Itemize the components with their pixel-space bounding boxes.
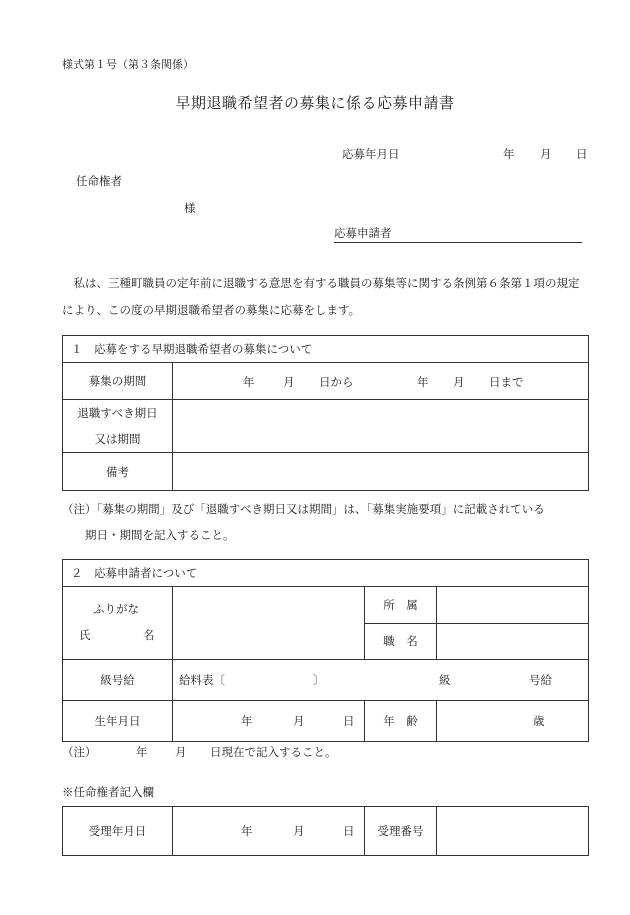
period-to-year: 年 (417, 375, 429, 389)
period-from-month: 月 (283, 375, 295, 389)
retire-label-line2: 又は期間 (94, 432, 141, 446)
period-from-day: 日から (319, 375, 354, 389)
note2-suffix: 日現在で記入すること。 (210, 745, 337, 759)
section1-table (62, 335, 589, 491)
application-date-month: 月 (540, 147, 552, 161)
note2-month: 月 (175, 745, 187, 759)
age-label-1: 年 (383, 714, 395, 728)
application-date-day: 日 (576, 147, 588, 161)
remarks-label: 備考 (63, 453, 173, 491)
name-label-2: 名 (143, 628, 155, 642)
section2-table (62, 559, 589, 742)
application-date-year: 年 (503, 147, 515, 161)
application-date-label: 応募年月日 (342, 147, 400, 161)
declaration-text: 私は、三種町職員の定年前に退職する意思を有する職員の募集等に関する条例第６条第１項の規定により、この度の早期退職希望者の募集に応募をします。 (62, 276, 580, 317)
name-label (63, 587, 173, 660)
received-month: 月 (293, 824, 305, 838)
appointer-label: 任命権者 (76, 174, 122, 188)
section1-heading: １ 応募をする早期退職希望者の募集について (63, 336, 589, 363)
grade-label: 級号給 (63, 660, 173, 701)
received-number-label: 受理番号 (365, 807, 437, 856)
age-label-2: 齢 (406, 714, 418, 728)
received-year: 年 (241, 824, 253, 838)
affiliation-label-2: 属 (406, 597, 418, 612)
salary-table-close: 〕 (313, 673, 325, 687)
period-to-month: 月 (453, 375, 465, 389)
note1-line1: （注）「募集の期間」及び「退職すべき期日又は期間」は、「募集実施要項」に記載されている (62, 502, 545, 516)
birth-day: 日 (343, 714, 355, 728)
salary-table-label: 給料表〔 (179, 673, 225, 687)
sai-label: 歳 (533, 714, 545, 728)
note2-prefix: （注） (62, 745, 97, 759)
received-date-label: 受理年月日 (63, 807, 173, 856)
retire-label-line1: 退職すべき期日 (77, 406, 158, 420)
page-title: 早期退職希望者の募集に係る応募申請書 (175, 94, 455, 112)
period-label: 募集の期間 (63, 363, 173, 400)
affiliation-field[interactable] (437, 587, 589, 624)
gokyu-label: 号給 (529, 673, 552, 687)
birth-year: 年 (241, 714, 253, 728)
received-day: 日 (343, 824, 355, 838)
position-label (365, 623, 437, 660)
affiliation-label-1: 所 (383, 597, 395, 612)
honorific-sama: 様 (184, 201, 196, 215)
kyu-label: 級 (439, 673, 451, 687)
age-field[interactable] (437, 701, 589, 742)
period-field[interactable] (173, 363, 589, 400)
birth-field[interactable] (173, 701, 365, 742)
appointer-table (62, 806, 589, 856)
retire-date-field[interactable] (173, 400, 589, 453)
position-field[interactable] (437, 623, 589, 660)
retire-date-label (63, 400, 173, 453)
applicant-label: 応募申請者 (334, 226, 392, 240)
age-label (365, 701, 437, 742)
name-field[interactable] (173, 587, 365, 660)
grade-field[interactable] (173, 660, 589, 701)
received-date-field[interactable] (173, 807, 365, 856)
position-label-2: 名 (406, 634, 418, 649)
section2-heading: ２ 応募申請者について (63, 560, 589, 587)
period-to-day: 日まで (489, 375, 524, 389)
note1-line2: 期日・期間を記入すること。 (85, 528, 235, 542)
name-label-1: 氏 (79, 628, 91, 642)
period-from-year: 年 (243, 375, 255, 389)
affiliation-label (365, 587, 437, 624)
furigana-label: ふりがな (93, 602, 139, 616)
form-number: 様式第１号（第３条関係） (62, 58, 194, 71)
note2-year: 年 (136, 745, 148, 759)
appointer-section-heading: ※任命権者記入欄 (62, 785, 154, 799)
applicant-signature-line[interactable] (334, 225, 582, 243)
birth-label: 生年月日 (63, 701, 173, 742)
remarks-field[interactable] (173, 453, 589, 491)
position-label-1: 職 (383, 634, 395, 649)
birth-month: 月 (293, 714, 305, 728)
received-number-field[interactable] (437, 807, 589, 856)
